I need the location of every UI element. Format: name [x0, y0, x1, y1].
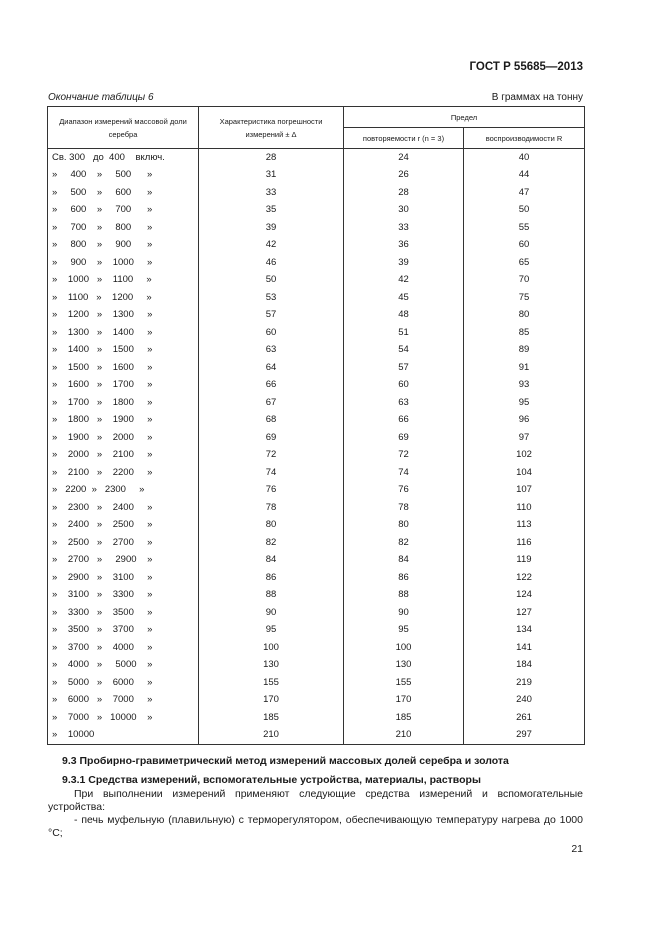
- reproducibility-cell: 297: [464, 727, 585, 745]
- range-cell: » 1500 » 1600 »: [48, 359, 199, 377]
- subsection-title: 9.3.1 Средства измерений, вспомогательные устройства, материалы, растворы: [62, 774, 481, 786]
- delta-cell: 31: [199, 167, 344, 185]
- delta-cell: 68: [199, 412, 344, 430]
- delta-cell: 57: [199, 307, 344, 325]
- reproducibility-cell: 75: [464, 289, 585, 307]
- page-number: 21: [571, 843, 583, 855]
- range-cell: » 400 » 500 »: [48, 167, 199, 185]
- error-characteristic-header: Характеристика погрешности измерений ± Δ: [199, 107, 344, 149]
- repeatability-cell: 74: [344, 464, 464, 482]
- range-cell: » 5000 » 6000 »: [48, 674, 199, 692]
- delta-cell: 60: [199, 324, 344, 342]
- range-cell: » 1000 » 1100 »: [48, 272, 199, 290]
- range-cell: » 1800 » 1900 »: [48, 412, 199, 430]
- table-row: [48, 482, 585, 500]
- reproducibility-cell: 60: [464, 237, 585, 255]
- table-row: [48, 184, 585, 202]
- repeatability-cell: 28: [344, 184, 464, 202]
- repeatability-cell: 26: [344, 167, 464, 185]
- range-cell: » 3700 » 4000 »: [48, 639, 199, 657]
- range-cell: » 2300 » 2400 »: [48, 499, 199, 517]
- range-cell: » 3100 » 3300 »: [48, 587, 199, 605]
- range-cell: Св. 300 до 400 включ.: [48, 149, 199, 167]
- table-row: [48, 727, 585, 745]
- table-row: [48, 289, 585, 307]
- table-row: [48, 622, 585, 640]
- range-cell: » 10000: [48, 727, 199, 745]
- reproducibility-cell: 134: [464, 622, 585, 640]
- repeatability-cell: 36: [344, 237, 464, 255]
- repeatability-cell: 51: [344, 324, 464, 342]
- section-title: 9.3 Пробирно-гравиметрический метод измерений массовых долей серебра и золота: [62, 755, 509, 767]
- range-cell: » 2900 » 3100 »: [48, 569, 199, 587]
- delta-cell: 84: [199, 552, 344, 570]
- reproducibility-cell: 70: [464, 272, 585, 290]
- table-row: [48, 342, 585, 360]
- repeatability-cell: 90: [344, 604, 464, 622]
- table-row: [48, 219, 585, 237]
- limit-header: Предел: [344, 107, 585, 128]
- range-cell: » 3500 » 3700 »: [48, 622, 199, 640]
- table-row: [48, 272, 585, 290]
- delta-cell: 39: [199, 219, 344, 237]
- range-cell: » 1600 » 1700 »: [48, 377, 199, 395]
- reproducibility-cell: 116: [464, 534, 585, 552]
- table-units: В граммах на тонну: [491, 92, 583, 103]
- delta-cell: 67: [199, 394, 344, 412]
- range-cell: » 1900 » 2000 »: [48, 429, 199, 447]
- repeatability-cell: 80: [344, 517, 464, 535]
- repeatability-cell: 185: [344, 709, 464, 727]
- repeatability-cell: 76: [344, 482, 464, 500]
- reproducibility-cell: 95: [464, 394, 585, 412]
- paragraph: При выполнении измерений применяют следующие средства измерений и вспомогательные устройства:: [48, 788, 583, 813]
- delta-cell: 88: [199, 587, 344, 605]
- reproducibility-cell: 40: [464, 149, 585, 167]
- reproducibility-cell: 93: [464, 377, 585, 395]
- delta-cell: 86: [199, 569, 344, 587]
- delta-cell: 82: [199, 534, 344, 552]
- repeatability-header: повторяемости r (n = 3): [344, 128, 464, 149]
- delta-cell: 90: [199, 604, 344, 622]
- range-cell: » 700 » 800 »: [48, 219, 199, 237]
- range-cell: » 3300 » 3500 »: [48, 604, 199, 622]
- table-row: [48, 412, 585, 430]
- range-cell: » 7000 » 10000 »: [48, 709, 199, 727]
- table-row: [48, 149, 585, 167]
- table-row: [48, 569, 585, 587]
- repeatability-cell: 57: [344, 359, 464, 377]
- repeatability-cell: 82: [344, 534, 464, 552]
- repeatability-cell: 69: [344, 429, 464, 447]
- reproducibility-cell: 85: [464, 324, 585, 342]
- repeatability-cell: 48: [344, 307, 464, 325]
- reproducibility-cell: 91: [464, 359, 585, 377]
- reproducibility-cell: 261: [464, 709, 585, 727]
- reproducibility-cell: 104: [464, 464, 585, 482]
- repeatability-cell: 100: [344, 639, 464, 657]
- repeatability-cell: 42: [344, 272, 464, 290]
- repeatability-cell: 210: [344, 727, 464, 745]
- table-row: [48, 394, 585, 412]
- reproducibility-cell: 124: [464, 587, 585, 605]
- reproducibility-cell: 119: [464, 552, 585, 570]
- table-body: [48, 149, 585, 745]
- range-column-header: Диапазон измерений массовой доли серебра: [48, 107, 199, 149]
- delta-cell: 185: [199, 709, 344, 727]
- delta-cell: 53: [199, 289, 344, 307]
- range-cell: » 1700 » 1800 »: [48, 394, 199, 412]
- reproducibility-cell: 219: [464, 674, 585, 692]
- paragraph: - печь муфельную (плавильную) с терморегулятором, обеспечивающую температуру нагрева до 1000 °С;: [48, 814, 583, 839]
- repeatability-cell: 33: [344, 219, 464, 237]
- range-cell: » 800 » 900 »: [48, 237, 199, 255]
- range-cell: » 600 » 700 »: [48, 202, 199, 220]
- reproducibility-cell: 184: [464, 657, 585, 675]
- reproducibility-header: воспроизводимости R: [464, 128, 585, 149]
- table-row: [48, 709, 585, 727]
- reproducibility-cell: 102: [464, 447, 585, 465]
- repeatability-cell: 72: [344, 447, 464, 465]
- repeatability-cell: 130: [344, 657, 464, 675]
- reproducibility-cell: 44: [464, 167, 585, 185]
- table-caption: Окончание таблицы 6: [48, 92, 154, 103]
- repeatability-cell: 24: [344, 149, 464, 167]
- repeatability-cell: 66: [344, 412, 464, 430]
- repeatability-cell: 86: [344, 569, 464, 587]
- repeatability-cell: 84: [344, 552, 464, 570]
- repeatability-cell: 155: [344, 674, 464, 692]
- reproducibility-cell: 107: [464, 482, 585, 500]
- reproducibility-cell: 240: [464, 692, 585, 710]
- repeatability-cell: 45: [344, 289, 464, 307]
- reproducibility-cell: 127: [464, 604, 585, 622]
- table-row: [48, 429, 585, 447]
- repeatability-cell: 60: [344, 377, 464, 395]
- table-row: [48, 202, 585, 220]
- range-cell: » 2400 » 2500 »: [48, 517, 199, 535]
- delta-cell: 155: [199, 674, 344, 692]
- delta-cell: 170: [199, 692, 344, 710]
- delta-cell: 42: [199, 237, 344, 255]
- delta-cell: 33: [199, 184, 344, 202]
- table-row: [48, 237, 585, 255]
- reproducibility-cell: 80: [464, 307, 585, 325]
- table-row: [48, 167, 585, 185]
- range-cell: » 4000 » 5000 »: [48, 657, 199, 675]
- table-row: [48, 674, 585, 692]
- repeatability-cell: 63: [344, 394, 464, 412]
- range-cell: » 2200 » 2300 »: [48, 482, 199, 500]
- delta-cell: 78: [199, 499, 344, 517]
- delta-cell: 210: [199, 727, 344, 745]
- repeatability-cell: 78: [344, 499, 464, 517]
- repeatability-cell: 30: [344, 202, 464, 220]
- table-row: [48, 534, 585, 552]
- repeatability-cell: 95: [344, 622, 464, 640]
- table-row: [48, 377, 585, 395]
- reproducibility-cell: 50: [464, 202, 585, 220]
- table-row: [48, 359, 585, 377]
- range-cell: » 1100 » 1200 »: [48, 289, 199, 307]
- reproducibility-cell: 97: [464, 429, 585, 447]
- reproducibility-cell: 110: [464, 499, 585, 517]
- table-row: [48, 587, 585, 605]
- table-row: [48, 447, 585, 465]
- range-cell: » 1300 » 1400 »: [48, 324, 199, 342]
- range-cell: » 2100 » 2200 »: [48, 464, 199, 482]
- table-row: [48, 499, 585, 517]
- range-cell: » 2700 » 2900 »: [48, 552, 199, 570]
- reproducibility-cell: 96: [464, 412, 585, 430]
- reproducibility-cell: 55: [464, 219, 585, 237]
- delta-cell: 80: [199, 517, 344, 535]
- delta-cell: 76: [199, 482, 344, 500]
- delta-cell: 35: [199, 202, 344, 220]
- reproducibility-cell: 141: [464, 639, 585, 657]
- delta-cell: 50: [199, 272, 344, 290]
- delta-cell: 130: [199, 657, 344, 675]
- range-cell: » 500 » 600 »: [48, 184, 199, 202]
- delta-cell: 63: [199, 342, 344, 360]
- delta-cell: 28: [199, 149, 344, 167]
- delta-cell: 100: [199, 639, 344, 657]
- range-cell: » 2000 » 2100 »: [48, 447, 199, 465]
- table-row: [48, 324, 585, 342]
- reproducibility-cell: 89: [464, 342, 585, 360]
- table-row: [48, 639, 585, 657]
- repeatability-cell: 39: [344, 254, 464, 272]
- repeatability-cell: 88: [344, 587, 464, 605]
- range-cell: » 1200 » 1300 »: [48, 307, 199, 325]
- table-row: [48, 552, 585, 570]
- measurement-table: [47, 106, 585, 745]
- delta-cell: 74: [199, 464, 344, 482]
- range-cell: » 900 » 1000 »: [48, 254, 199, 272]
- delta-cell: 46: [199, 254, 344, 272]
- table-row: [48, 464, 585, 482]
- table-row: [48, 604, 585, 622]
- table-row: [48, 517, 585, 535]
- range-cell: » 6000 » 7000 »: [48, 692, 199, 710]
- repeatability-cell: 170: [344, 692, 464, 710]
- range-cell: » 2500 » 2700 »: [48, 534, 199, 552]
- table-row: [48, 692, 585, 710]
- reproducibility-cell: 113: [464, 517, 585, 535]
- delta-cell: 95: [199, 622, 344, 640]
- table-row: [48, 254, 585, 272]
- delta-cell: 66: [199, 377, 344, 395]
- repeatability-cell: 54: [344, 342, 464, 360]
- reproducibility-cell: 122: [464, 569, 585, 587]
- reproducibility-cell: 47: [464, 184, 585, 202]
- range-cell: » 1400 » 1500 »: [48, 342, 199, 360]
- delta-cell: 64: [199, 359, 344, 377]
- delta-cell: 72: [199, 447, 344, 465]
- table-row: [48, 657, 585, 675]
- table-row: [48, 307, 585, 325]
- standard-code: ГОСТ Р 55685—2013: [469, 61, 583, 73]
- delta-cell: 69: [199, 429, 344, 447]
- reproducibility-cell: 65: [464, 254, 585, 272]
